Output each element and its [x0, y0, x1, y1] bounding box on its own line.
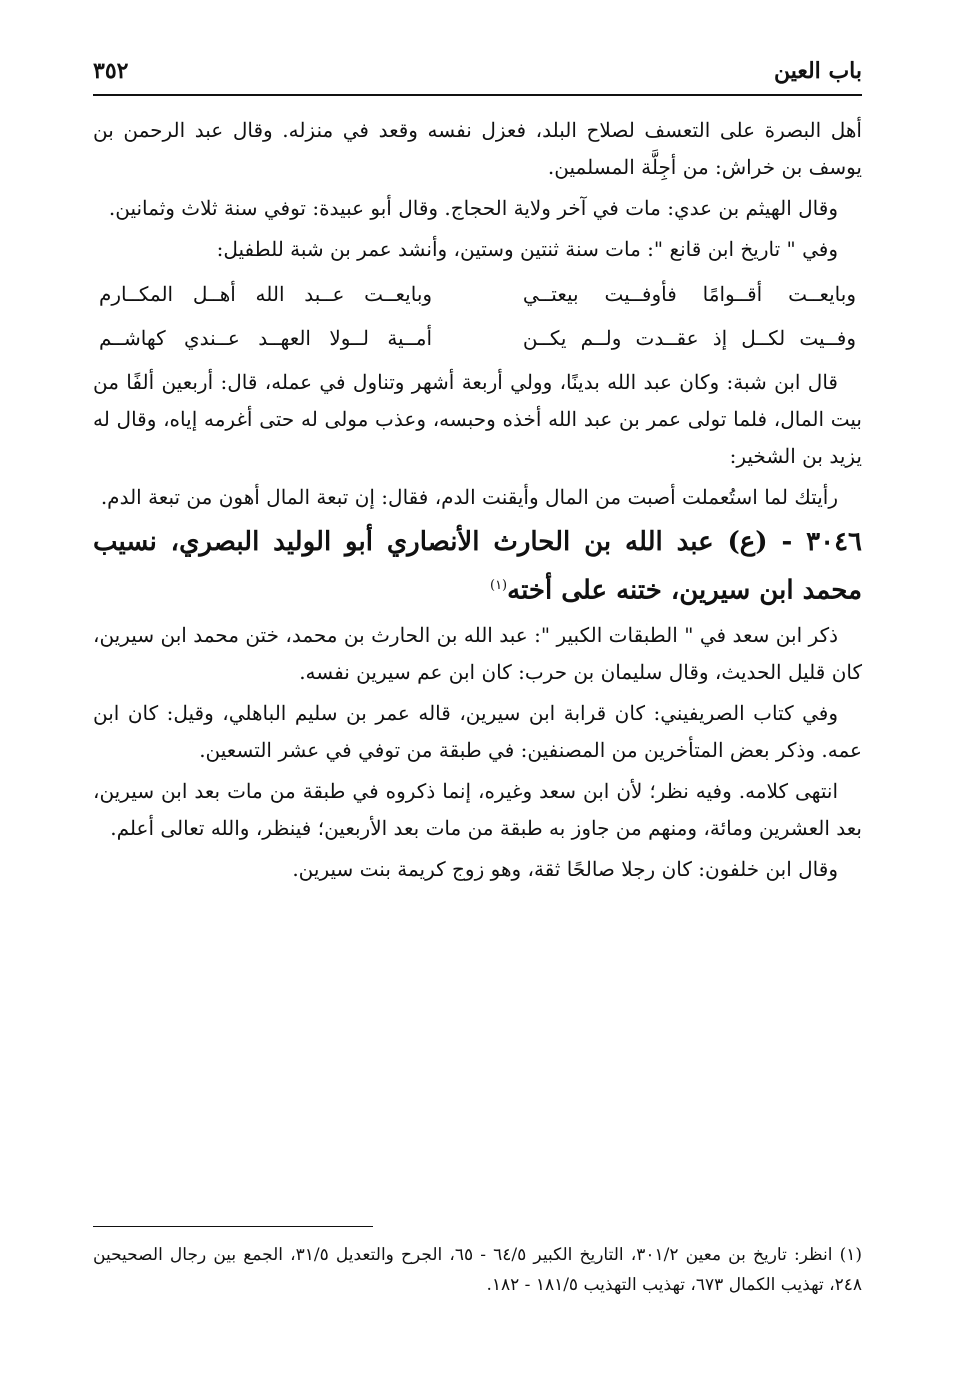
verse-second-hemistich: وبايعــت عــبد الله أهــل المكــارم	[99, 282, 433, 306]
paragraph: أهل البصرة على التعسف لصلاح البلد، فعزل نفسه وقعد في منزله. وقال عبد الرحمن بن يوسف بن خراش: من أجِلَّة المسلمين.	[93, 118, 862, 179]
footnote: (١) انظر: تاريخ بن معين ٣٠١/٢، التاريخ الكبير ٦٤/٥ - ٦٥، الجرح والتعديل ٣١/٥، الجمع بين رجال الصحيحين ٢٤٨، تهذيب الكمال ٦٧٣، تهذيب التهذيب ١٨١/٥ - ١٨٢.	[93, 1245, 863, 1295]
page-number: ٣٥٢	[93, 58, 129, 84]
chapter-title: باب العين	[773, 58, 862, 84]
verse-second-hemistich: أمــية لــولا العهــد عــندي كهاشــم	[99, 326, 433, 350]
verse-first-hemistich: وفــيت لكــل إذ عقــدت ولــم يكــن	[522, 326, 856, 350]
paragraph: انتهى كلامه. وفيه نظر؛ لأن ابن سعد وغيره، إنما ذكروه في طبقة من مات بعد ابن سيرين، بعد العشرين ومائة، ومنهم من جاوز به طبقة من مات بعد الأربعين؛ فينظر، والله تعالى أعلم.	[93, 778, 862, 840]
entry-heading	[93, 520, 862, 613]
paragraph: وقال ابن خلفون: كان رجلا صالحًا ثقة، وهو زوج كريمة بنت سيرين.	[292, 856, 838, 881]
paragraph: وفي " تاريخ ابن قانع ": مات سنة ثنتين وستين، وأنشد عمر بن شبة للطفيل:	[216, 237, 838, 261]
paragraph: وقال الهيثم بن عدي: مات في آخر ولاية الحجاج. وقال أبو عبيدة: توفي سنة ثلاث وثمانين.	[108, 196, 838, 220]
paragraph: قال ابن شبة: وكان عبد الله بدينًا، وولي أربعة أشهر وتناول في عمله، قال: أربعين ألفًا من بيت المال، فلما تولى عمر بن عبد الله أخذه وحبسه، وعذب مولى له حتى أغرمه إياه، وقال له يزيد بن الشخير:	[93, 370, 862, 468]
verse-line	[93, 316, 862, 360]
page-header	[93, 52, 862, 96]
entry-heading-text: ٣٠٤٦ - (ع) عبد الله بن الحارث الأنصاري أبو الوليد البصري، نسيب محمد ابن سيرين، ختنه على أخته	[93, 527, 862, 606]
paragraph: وفي كتاب الصريفيني: كان قرابة ابن سيرين، قاله عمر بن سليم الباهلي، وقيل: كان ابن عمه. وذكر بعض المتأخرين من المصنفين: في طبقة من توفي في عشر التسعين.	[93, 700, 862, 762]
footnote-separator	[93, 1226, 373, 1227]
footnote-reference: (١)	[489, 578, 508, 593]
paragraph: ذكر ابن سعد في " الطبقات الكبير ": عبد الله بن الحارث بن محمد، ختن محمد ابن سيرين، كان قليل الحديث، وقال سليمان بن حرب: كان ابن عم سيرين نفسه.	[93, 622, 862, 684]
poem	[93, 272, 862, 360]
page-body	[93, 112, 862, 892]
verse-line	[93, 272, 862, 316]
paragraph: رأيتك لما استُعملت أصبت من المال وأيقنت الدم، فقال: إن تبعة المال أهون من تبعة الدم.	[100, 485, 838, 509]
verse-first-hemistich: وبايعــت أقــوامًا فأوفــيت بيعتــي	[522, 282, 856, 306]
